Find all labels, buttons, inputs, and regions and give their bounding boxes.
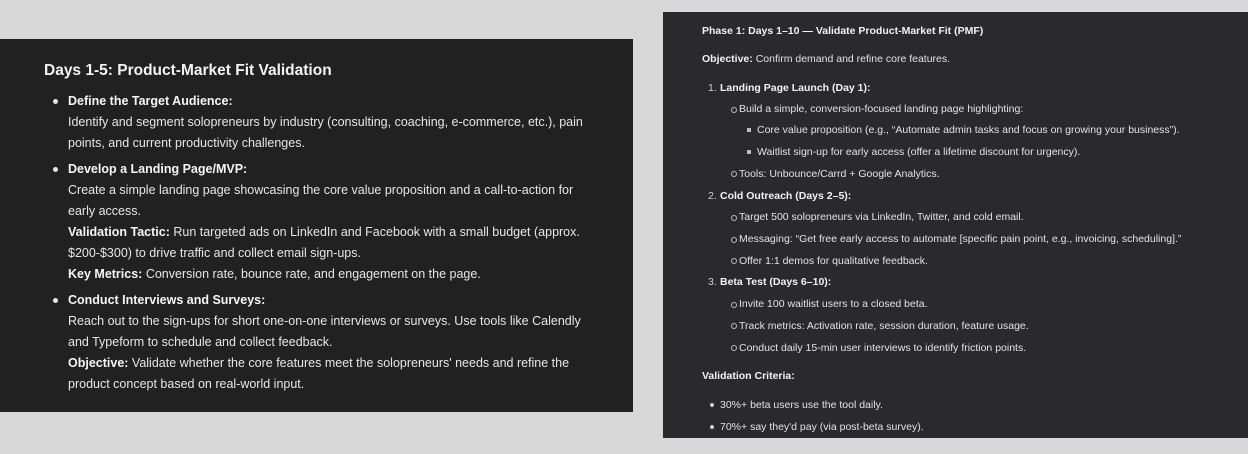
left-bullet-list bbox=[0, 91, 628, 400]
tactic-text: Run targeted ads on LinkedIn and Facebook with a small budget (approx. bbox=[169, 225, 580, 239]
square-bullet-icon bbox=[747, 128, 751, 132]
sub-item: Build a simple, conversion-focused landing page highlighting: bbox=[739, 103, 1024, 115]
sub-item: Messaging: “Get free early access to automate [specific pain point, e.g., invoicing, scheduling].” bbox=[739, 233, 1182, 245]
sub-sub-item: Waitlist sign-up for early access (offer a lifetime discount for urgency). bbox=[757, 146, 1081, 158]
bullet-dot-icon bbox=[710, 403, 714, 407]
item-text: Create a simple landing page showcasing the core value proposition and a call-to-action for bbox=[68, 183, 574, 197]
sub-item: Invite 100 waitlist users to a closed beta. bbox=[739, 298, 928, 310]
circle-bullet-icon bbox=[731, 237, 737, 243]
circle-bullet-icon bbox=[731, 215, 737, 221]
criteria-item: 70%+ say they'd pay (via post-beta survey). bbox=[720, 421, 924, 433]
item-heading: Conduct Interviews and Surveys: bbox=[68, 293, 266, 307]
circle-bullet-icon bbox=[731, 171, 737, 177]
tactic-label: Validation Tactic: bbox=[68, 225, 170, 239]
criteria-title bbox=[702, 370, 795, 382]
bullet-dot-icon bbox=[710, 425, 714, 429]
circle-bullet-icon bbox=[731, 107, 737, 113]
metrics-line bbox=[68, 264, 628, 285]
list-item bbox=[68, 290, 628, 395]
section-number: 1. bbox=[708, 82, 717, 94]
section-heading bbox=[708, 82, 871, 94]
section-title: Beta Test (Days 6–10): bbox=[720, 276, 832, 288]
objective-text: Validate whether the core features meet the solopreneurs' needs and refine the bbox=[128, 356, 570, 370]
square-bullet-icon bbox=[747, 150, 751, 154]
left-panel-title: Days 1-5: Product-Market Fit Validation bbox=[44, 62, 332, 79]
section-title: Landing Page Launch (Day 1): bbox=[720, 82, 871, 94]
objective-label: Objective: bbox=[68, 356, 129, 370]
item-text: product concept based on real-world input. bbox=[68, 377, 305, 391]
criteria-title-text: Validation Criteria: bbox=[702, 370, 795, 382]
circle-bullet-icon bbox=[731, 302, 737, 308]
circle-bullet-icon bbox=[731, 345, 737, 351]
item-text: and Typeform to schedule and collect feedback. bbox=[68, 335, 333, 349]
left-response-panel bbox=[0, 39, 633, 412]
section-title: Cold Outreach (Days 2–5): bbox=[720, 190, 852, 202]
objective-line bbox=[702, 53, 950, 65]
item-text: early access. bbox=[68, 204, 141, 218]
item-heading: Develop a Landing Page/MVP: bbox=[68, 162, 248, 176]
section-heading bbox=[708, 276, 831, 288]
sub-item: Target 500 solopreneurs via LinkedIn, Twitter, and cold email. bbox=[739, 211, 1024, 223]
tactic-line bbox=[68, 222, 628, 243]
item-heading: Define the Target Audience: bbox=[68, 94, 233, 108]
item-text: Reach out to the sign-ups for short one-on-one interviews or surveys. Use tools like Calendly bbox=[68, 314, 581, 328]
section-number: 3. bbox=[708, 276, 717, 288]
list-item bbox=[68, 91, 628, 154]
section-heading bbox=[708, 190, 851, 202]
objective-label: Objective: bbox=[702, 53, 753, 65]
right-response-panel bbox=[663, 12, 1248, 438]
list-item bbox=[68, 159, 628, 285]
sub-item: Track metrics: Activation rate, session duration, feature usage. bbox=[739, 320, 1029, 332]
sub-item: Conduct daily 15-min user interviews to identify friction points. bbox=[739, 342, 1027, 354]
criteria-item: 30%+ beta users use the tool daily. bbox=[720, 399, 883, 411]
item-text: $200-$300) to drive traffic and collect email sign-ups. bbox=[68, 246, 361, 260]
item-text: Identify and segment solopreneurs by industry (consulting, coaching, e-commerce, etc.), pain bbox=[68, 115, 583, 129]
phase-title-text: Phase 1: Days 1–10 — Validate Product-Market Fit (PMF) bbox=[702, 25, 984, 37]
metrics-text: Conversion rate, bounce rate, and engagement on the page. bbox=[142, 267, 481, 281]
metrics-label: Key Metrics: bbox=[68, 267, 143, 281]
sub-item: Tools: Unbounce/Carrd + Google Analytics. bbox=[739, 168, 940, 180]
section-number: 2. bbox=[708, 190, 717, 202]
item-text: points, and current productivity challenges. bbox=[68, 136, 305, 150]
sub-sub-item: Core value proposition (e.g., “Automate admin tasks and focus on growing your business”). bbox=[757, 124, 1180, 136]
objective-text: Confirm demand and refine core features. bbox=[752, 53, 951, 65]
circle-bullet-icon bbox=[731, 258, 737, 264]
objective-line bbox=[68, 353, 628, 374]
phase-title bbox=[702, 25, 983, 37]
sub-item: Offer 1:1 demos for qualitative feedback. bbox=[739, 255, 928, 267]
circle-bullet-icon bbox=[731, 323, 737, 329]
